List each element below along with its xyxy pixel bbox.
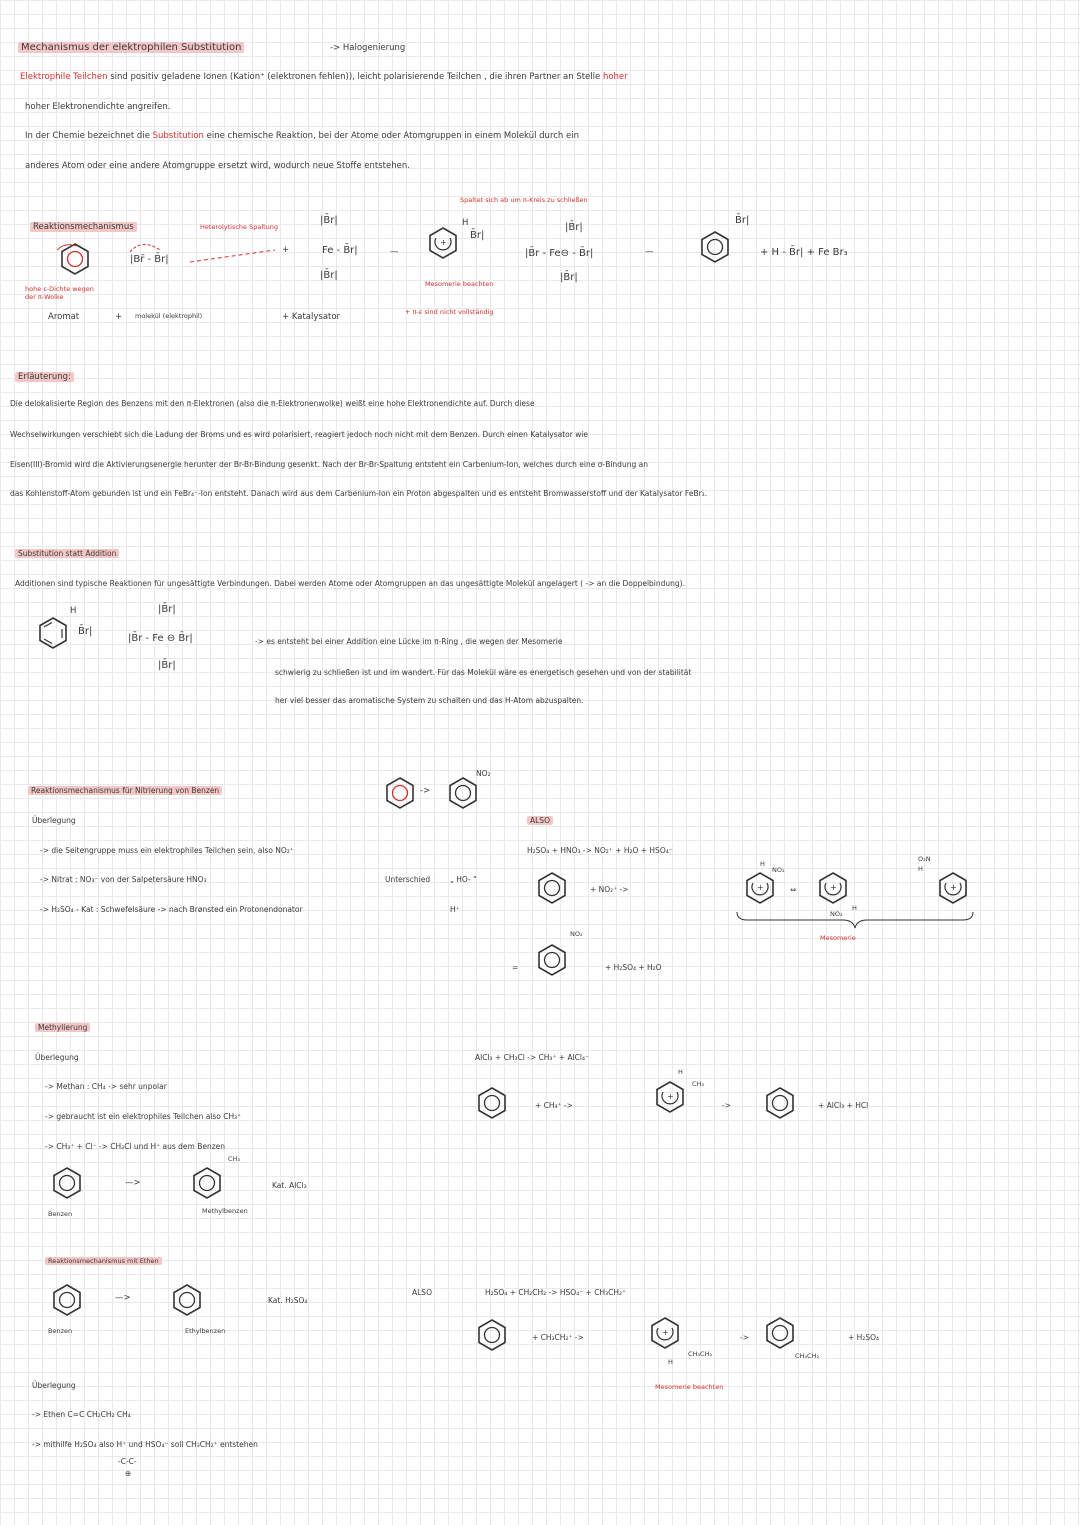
methylation-bullet-3: -> CH₃⁺ + Cl⁻ -> CH₃Cl und H⁺ aus dem Benzen — [45, 1142, 226, 1151]
sub-br: B̄r| — [78, 626, 93, 637]
nitration-h-b: H — [852, 904, 857, 912]
nitration-eq-3: + H₂SO₄ + H₂O — [605, 963, 662, 972]
intro-line-3: In der Chemie bezeichnet die Substitution eine chemische Reaktion, bei der Atome oder Atomgruppen in einem Molekül durch ein — [25, 131, 579, 141]
ethylbenzene-icon — [172, 1285, 202, 1315]
aromat-label: Aromat — [48, 312, 80, 322]
benzene-methylation-icon — [52, 1168, 82, 1198]
methylation-sigma-complex-icon — [655, 1082, 685, 1112]
nitration-product-icon — [537, 945, 567, 975]
split-note: Spaltet sich ab um π-Kreis zu schließen — [460, 196, 588, 204]
mesomerie-note: Mesomerie beachten — [425, 280, 494, 288]
intro-line-4: anderes Atom oder eine andere Atomgruppe ersetzt wird, wodurch neue Stoffe entstehen. — [25, 161, 410, 171]
nitration-product-no2: NO₂ — [570, 930, 583, 938]
ethene-bullet-1: -> Ethen C=C CH₂CH₂ CH₄ — [32, 1410, 131, 1419]
nitration-diff: Unterschied — [385, 875, 431, 884]
product-br: B̄r| — [735, 215, 750, 226]
br2-molecule: |Br̄ - B̄r| — [130, 254, 169, 265]
nitration-resonance-1-icon — [818, 873, 848, 903]
nitration-eq-sign: = — [512, 963, 519, 972]
explanation-line-1: Die delokalisierte Region des Benzens mit den π-Elektronen (also die π-Elektronenwolke) weißt eine hohe Elektronendichte auf. Durch diese — [10, 399, 535, 408]
nitration-eq-1: H₂SO₄ + HNO₃ -> NO₂⁺ + H₂O + HSO₄⁻ — [527, 846, 673, 855]
benzen-label: Benzen — [48, 1210, 73, 1218]
mesomerie-brace — [735, 910, 975, 932]
intro-line-1: Elektrophile Teilchen sind positiv geladene Ionen (Kation⁺ (elektronen fehlen)), leicht polarisierende Teilchen , die ihren Partner an Stelle hoher — [20, 72, 628, 82]
ethene-product-icon — [765, 1318, 795, 1348]
methylation-arrow: —> — [125, 1178, 141, 1188]
nitration-h: H — [760, 860, 765, 868]
ethylbenzen-label: Ethylbenzen — [185, 1327, 226, 1335]
nitration-also: ALSO — [527, 815, 553, 826]
reaction-arrow: — — [390, 247, 399, 257]
methylation-ch3-small: CH₃ — [228, 1155, 241, 1163]
ethene-ch3ch2: CH₃CH₂ — [688, 1350, 713, 1358]
nitration-o2n: O₂N — [918, 855, 931, 863]
ethene-cat: Kat. H₂SO₄ — [268, 1296, 308, 1305]
sub-vs-add-line-2: schwierig zu schließen ist und im wandert. Für das Molekül wäre es energetisch gesehen und von der stabilität — [275, 668, 692, 677]
carbenium-ring-icon — [428, 228, 458, 258]
methylation-product-icon — [765, 1088, 795, 1118]
sub-h: H — [70, 606, 77, 616]
methylation-eq-1: AlCl₃ + CH₃Cl -> CH₃⁺ + AlCl₄⁻ — [475, 1053, 589, 1062]
explanation-line-4: das Kohlenstoff-Atom gebunden ist und ein FeBr₄⁻-Ion entsteht. Danach wird aus dem Carbenium-Ion ein Proton abgespalten und es entsteht Bromwasserstoff und der Katalysator FeBr₃. — [10, 489, 708, 498]
reaction-arrow-2: — — [645, 247, 654, 257]
methylation-h: H — [678, 1068, 683, 1076]
heterolytic-note: Heterolytische Spaltung — [200, 223, 279, 231]
sub-vs-add-line-3: her viel besser das aromatische System zu schalten und das H-Atom abzuspalten. — [275, 696, 584, 705]
heading-note: -> Halogenierung — [330, 43, 406, 53]
ethene-bullet-2: -> mithilfe H₂SO₄ also H⁺ und HSO₄⁻ soll CH₃CH₂⁺ entstehen — [32, 1440, 258, 1449]
methylation-label: Methylierung — [35, 1022, 90, 1033]
ethene-carbo: -C-C- — [118, 1457, 137, 1466]
ethene-arrow-2: -> — [740, 1333, 749, 1342]
methylbenzene-icon — [192, 1168, 222, 1198]
mesomerie-arrow: ⇔ — [790, 885, 797, 894]
nitration-resonance-2-icon — [938, 873, 968, 903]
explanation-line-3: Eisen(III)-Bromid wird die Aktivierungsenergie herunter der Br-Br-Bindung gesenkt. Nach der Br-Br-Spaltung entsteht ein Carbenium-Ion, welches durch eine σ-Bindung an — [10, 460, 648, 469]
cyclohexadiene-ring-icon — [38, 618, 68, 648]
methylation-eq-2: + CH₃⁺ -> — [535, 1101, 573, 1110]
methylbenzen-label: Methylbenzen — [202, 1207, 248, 1215]
ethene-plus: ⊕ — [125, 1469, 132, 1478]
bromobenzene-ring-icon — [700, 232, 730, 262]
benzene-ethene-icon — [52, 1285, 82, 1315]
plus-sign: + — [115, 312, 123, 322]
febr4-top: |B̄r| — [565, 222, 583, 233]
catalyst-label: + Katalysator — [282, 312, 341, 322]
nitration-label: Reaktionsmechanismus für Nitrierung von Benzen — [28, 785, 222, 796]
nitro-group: NO₂ — [476, 769, 491, 778]
nitration-bullet-1: -> die Seitengruppe muss ein elektrophiles Teilchen sein, also NO₂⁺ — [40, 846, 294, 855]
febr3-bot: |B̄r| — [320, 270, 338, 281]
methylation-benzene-icon — [477, 1088, 507, 1118]
nitration-no2-b: NO₂ — [830, 910, 843, 918]
febr3-mid: Fe - B̄r| — [322, 245, 358, 256]
ethene-eq-1: H₂SO₄ + CH₂CH₂ -> HSO₄⁻ + CH₃CH₂⁺ — [485, 1288, 626, 1297]
febr4-mid: |B̄r - Fe⊖ - B̄r| — [525, 248, 594, 259]
nitration-proton: H⁺ — [450, 905, 460, 914]
nitration-no2-a: NO₂ — [772, 866, 785, 874]
ethene-overview: Überlegung — [32, 1381, 76, 1390]
plus-sign-2: + — [282, 245, 290, 255]
nitration-arrow: -> — [420, 786, 431, 796]
sub-vs-add-line-1: Additionen sind typische Reaktionen für ungesättigte Verbindungen. Dabei werden Atome oder Atomgruppen an das ungesättigte Molekül angelagert ( -> an die Doppelbindung). — [15, 579, 685, 588]
intro-line-2: hoher Elektronendichte angreifen. — [25, 102, 171, 112]
pi-electrons-note: + π-ε sind nicht vollständig — [405, 308, 494, 316]
nitration-mesomerie: Mesomerie — [820, 934, 856, 942]
methylation-bullet-2: -> gebraucht ist ein elektrophiles Teilchen also CH₃⁺ — [45, 1112, 242, 1121]
nitrobenzene-ring-icon — [448, 778, 478, 808]
ethene-mesomerie: Mesomerie beachten — [655, 1383, 724, 1391]
methylation-ch3: CH₃ — [692, 1080, 705, 1088]
nitration-sigma-complex-icon — [745, 873, 775, 903]
nitration-overview: Überlegung — [32, 816, 76, 825]
ethene-label: Reaktionsmechanismus mit Ethen — [45, 1257, 162, 1265]
methylation-overview: Überlegung — [35, 1053, 79, 1062]
febr3-top: |B̄r| — [320, 215, 338, 226]
sub-vs-add-arrow-text: -> es entsteht bei einer Addition eine Lücke im π-Ring , die wegen der Mesomerie — [255, 637, 563, 646]
nitration-o2n-h: H — [918, 865, 923, 873]
nitration-bullet-3: -> H₂SO₄ - Kat : Schwefelsäure -> nach Brønsted ein Protonendonator — [40, 905, 303, 914]
methylation-arrow-2: -> — [722, 1101, 731, 1110]
explanation-line-2: Wechselwirkungen verschiebt sich die Ladung der Broms und es wird polarisiert, reagiert jedoch noch nicht mit dem Benzen. Durch einen Katalysator wie — [10, 430, 589, 439]
methylation-eq-3: + AlCl₃ + HCl — [818, 1101, 869, 1110]
sub-febr4-top: |B̄r| — [158, 604, 176, 615]
sub-febr4-mid: |B̄r - Fe ⊖ B̄r| — [128, 633, 193, 644]
ethene-sigma-complex-icon — [650, 1318, 680, 1348]
h-atom: H — [462, 218, 469, 228]
products: + H - B̄r| + Fe Br₃ — [760, 247, 848, 258]
nitration-eq-2: + NO₂⁺ -> — [590, 885, 629, 894]
page-title: Mechanismus der elektrophilen Substitution — [18, 42, 244, 53]
ethene-benzen-label: Benzen — [48, 1327, 73, 1335]
nitration-bullet-2: -> Nitrat : NO₃⁻ von der Salpetersäure HNO₃ — [40, 875, 207, 884]
molecule-label: molekül (elektrophil) — [135, 312, 203, 320]
mechanism-label: Reaktionsmechanismus — [30, 222, 137, 233]
pi-cloud-note: hohe ε-Dichte wegen der π-Wolke — [25, 285, 94, 301]
sub-vs-add-label: Substitution statt Addition — [15, 548, 119, 559]
ethene-plus-h2so4: + H₂SO₄ — [848, 1333, 879, 1342]
explanation-label: Erläuterung: — [15, 372, 74, 383]
benzene-nitration-ring-icon — [385, 778, 415, 808]
ethene-benzene-icon — [477, 1320, 507, 1350]
sub-febr4-bot: |B̄r| — [158, 660, 176, 671]
ethene-also: ALSO — [412, 1288, 432, 1297]
ethene-arrow: —> — [115, 1293, 131, 1303]
ethene-product-label: CH₃CH₂ — [795, 1352, 820, 1360]
methylation-bullet-1: -> Methan : CH₄ -> sehr unpolar — [45, 1082, 167, 1091]
nitration-ho: „ HO- " — [450, 875, 477, 884]
br-atom: B̄r| — [470, 230, 485, 241]
methylation-cat: Kat. AlCl₃ — [272, 1181, 307, 1190]
febr4-bot: |B̄r| — [560, 272, 578, 283]
ethene-eq-2: + CH₃CH₂⁺ -> — [532, 1333, 584, 1342]
nitration-benzene-icon — [537, 873, 567, 903]
ethene-h: H — [668, 1358, 673, 1366]
